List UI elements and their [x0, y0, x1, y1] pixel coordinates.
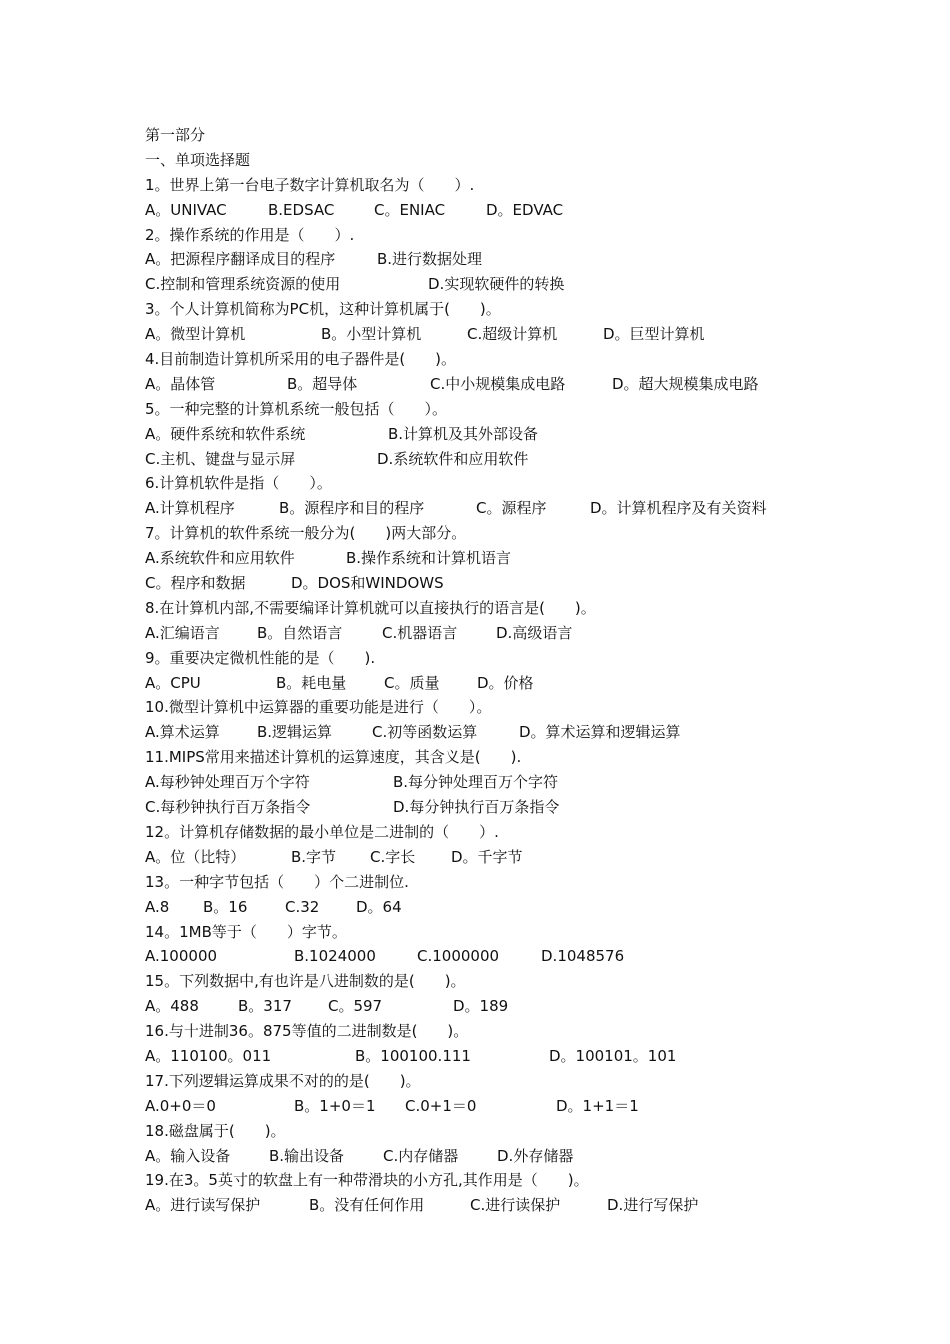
option-row — [145, 795, 845, 820]
option-choice: D。算术运算和逻辑运算 — [519, 723, 681, 742]
option-choice: D。超大规模集成电路 — [612, 374, 759, 393]
option-choice: C。质量 — [384, 673, 440, 692]
option-choice: B。耗电量 — [276, 673, 347, 692]
option-choice: A。硬件系统和软件系统 — [145, 424, 306, 443]
question-text: 16.与十进制36。875等值的二进制数是( )。 — [145, 1022, 469, 1041]
option-choice: A。488 — [145, 997, 199, 1016]
option-row — [145, 994, 845, 1019]
option-choice: C.超级计算机 — [467, 325, 558, 344]
question-text: 9。重要决定微机性能的是（ ). — [145, 648, 376, 667]
option-choice: D.1048576 — [541, 947, 625, 966]
question-list — [145, 123, 845, 1218]
option-choice: C。程序和数据 — [145, 574, 246, 593]
option-choice: B.输出设备 — [269, 1146, 345, 1165]
question-text: 3。个人计算机简称为PC机，这种计算机属于( )。 — [145, 300, 501, 319]
option-choice: A.汇编语言 — [145, 623, 220, 642]
question-text: 2。操作系统的作用是（ ）. — [145, 225, 355, 244]
question-text: 1。世界上第一台电子数字计算机取名为（ ）. — [145, 175, 475, 194]
option-choice: B.操作系统和计算机语言 — [346, 549, 512, 568]
option-choice: D。1+1＝1 — [556, 1096, 639, 1115]
option-choice: B。100100.111 — [355, 1046, 471, 1065]
option-choice: C。597 — [328, 997, 383, 1016]
option-row — [145, 447, 845, 472]
option-choice: C.机器语言 — [382, 623, 458, 642]
question-text: 15。下列数据中,有也许是八进制数的是( )。 — [145, 972, 466, 991]
option-choice: D。巨型计算机 — [603, 325, 705, 344]
option-choice: C.32 — [285, 897, 320, 916]
option-choice: A。把源程序翻译成目的程序 — [145, 250, 336, 269]
option-choice: B。自然语言 — [257, 623, 343, 642]
question-text: 13。一种字节包括（ ）个二进制位. — [145, 872, 409, 891]
option-row — [145, 571, 845, 596]
question-text: 14。1MB等于（ ）字节。 — [145, 922, 347, 941]
question-text: 18.磁盘属于( )。 — [145, 1121, 286, 1140]
option-row — [145, 770, 845, 795]
option-row — [145, 198, 845, 223]
question-text: 10.微型计算机中运算器的重要功能是进行（ ）。 — [145, 698, 492, 717]
option-choice: C.初等函数运算 — [372, 723, 478, 742]
option-choice: B。没有任何作用 — [309, 1196, 425, 1215]
option-choice: A。CPU — [145, 673, 201, 692]
option-choice: B。317 — [238, 997, 292, 1016]
question-text: 7。计算机的软件系统一般分为( )两大部分。 — [145, 524, 467, 543]
option-choice: D.实现软硬件的转换 — [428, 275, 565, 294]
option-choice: B.逻辑运算 — [257, 723, 333, 742]
option-row — [145, 422, 845, 447]
option-choice: D。EDVAC — [486, 200, 564, 219]
option-choice: B.计算机及其外部设备 — [388, 424, 539, 443]
option-choice: B。小型计算机 — [321, 325, 422, 344]
option-choice: C.控制和管理系统资源的使用 — [145, 275, 341, 294]
option-row — [145, 1094, 845, 1119]
option-row — [145, 720, 845, 745]
option-row — [145, 1193, 845, 1218]
option-choice: B。源程序和目的程序 — [279, 499, 425, 518]
option-choice: A。微型计算机 — [145, 325, 246, 344]
option-choice: B.进行数据处理 — [377, 250, 483, 269]
option-row — [145, 546, 845, 571]
section-title: 第一部分 — [145, 126, 206, 144]
option-choice: D.每分钟执行百万条指令 — [393, 798, 560, 817]
option-row — [145, 895, 845, 920]
question-text: 5。一种完整的计算机系统一般包括（ ）。 — [145, 399, 448, 418]
question-text: 19.在3。5英寸的软盘上有一种带滑块的小方孔,其作用是（ )。 — [145, 1171, 589, 1190]
option-choice: D。千字节 — [451, 847, 523, 866]
option-choice: A.计算机程序 — [145, 499, 235, 518]
option-choice: C。源程序 — [476, 499, 547, 518]
question-text: 6.计算机软件是指（ ）。 — [145, 474, 332, 493]
option-choice: A。UNIVAC — [145, 200, 227, 219]
option-row — [145, 1144, 845, 1169]
option-choice: D。64 — [356, 897, 402, 916]
option-choice: A。晶体管 — [145, 374, 216, 393]
option-choice: B。1+0＝1 — [294, 1096, 376, 1115]
option-choice: C.内存储器 — [383, 1146, 459, 1165]
option-row — [145, 322, 845, 347]
option-row — [145, 671, 845, 696]
option-choice: B.EDSAC — [268, 200, 335, 219]
option-row — [145, 944, 845, 969]
option-choice: B.每分钟处理百万个字符 — [393, 773, 559, 792]
option-choice: D。DOS和WINDOWS — [291, 574, 444, 593]
subsection-title: 一、单项选择题 — [145, 150, 251, 169]
option-choice: A.算术运算 — [145, 723, 220, 742]
question-text: 4.目前制造计算机所采用的电子器件是( )。 — [145, 350, 457, 369]
option-choice: A.0+0＝0 — [145, 1096, 216, 1115]
option-choice: C.中小规模集成电路 — [430, 374, 566, 393]
option-choice: A。位（比特） — [145, 847, 246, 866]
option-choice: D。计算机程序及有关资料 — [590, 499, 767, 518]
option-choice: A.系统软件和应用软件 — [145, 549, 295, 568]
option-choice: C.0+1＝0 — [405, 1096, 477, 1115]
option-choice: C.主机、键盘与显示屏 — [145, 449, 296, 468]
option-choice: A。110100。011 — [145, 1046, 272, 1065]
option-choice: D.系统软件和应用软件 — [377, 449, 529, 468]
question-text: 17.下列逻辑运算成果不对的的是( )。 — [145, 1071, 421, 1090]
option-row — [145, 1044, 845, 1069]
option-choice: C.每秒钟执行百万条指令 — [145, 798, 311, 817]
option-choice: D.高级语言 — [496, 623, 573, 642]
option-choice: D.外存储器 — [497, 1146, 574, 1165]
option-row — [145, 247, 845, 272]
question-text: 12。计算机存储数据的最小单位是二进制的（ ）. — [145, 822, 499, 841]
option-row — [145, 496, 845, 521]
question-text: 11.MIPS常用来描述计算机的运算速度，其含义是( ). — [145, 748, 522, 767]
option-row — [145, 621, 845, 646]
option-choice: A.8 — [145, 897, 170, 916]
option-choice: D。189 — [453, 997, 509, 1016]
option-choice: A.100000 — [145, 947, 218, 966]
option-choice: B.字节 — [291, 847, 337, 866]
option-choice: C。ENIAC — [374, 200, 446, 219]
option-row — [145, 272, 845, 297]
option-choice: C.1000000 — [417, 947, 500, 966]
option-choice: A.每秒钟处理百万个字符 — [145, 773, 310, 792]
question-text: 8.在计算机内部,不需要编译计算机就可以直接执行的语言是( )。 — [145, 598, 596, 617]
option-choice: B.1024000 — [294, 947, 376, 966]
option-choice: D.进行写保护 — [607, 1196, 699, 1215]
option-choice: C.字长 — [370, 847, 416, 866]
option-choice: A。输入设备 — [145, 1146, 231, 1165]
option-row — [145, 372, 845, 397]
option-choice: B。16 — [203, 897, 248, 916]
option-choice: D。价格 — [477, 673, 534, 692]
option-choice: D。100101。101 — [549, 1046, 677, 1065]
option-choice: B。超导体 — [287, 374, 358, 393]
option-row — [145, 845, 845, 870]
option-choice: A。进行读写保护 — [145, 1196, 261, 1215]
option-choice: C.进行读保护 — [470, 1196, 561, 1215]
